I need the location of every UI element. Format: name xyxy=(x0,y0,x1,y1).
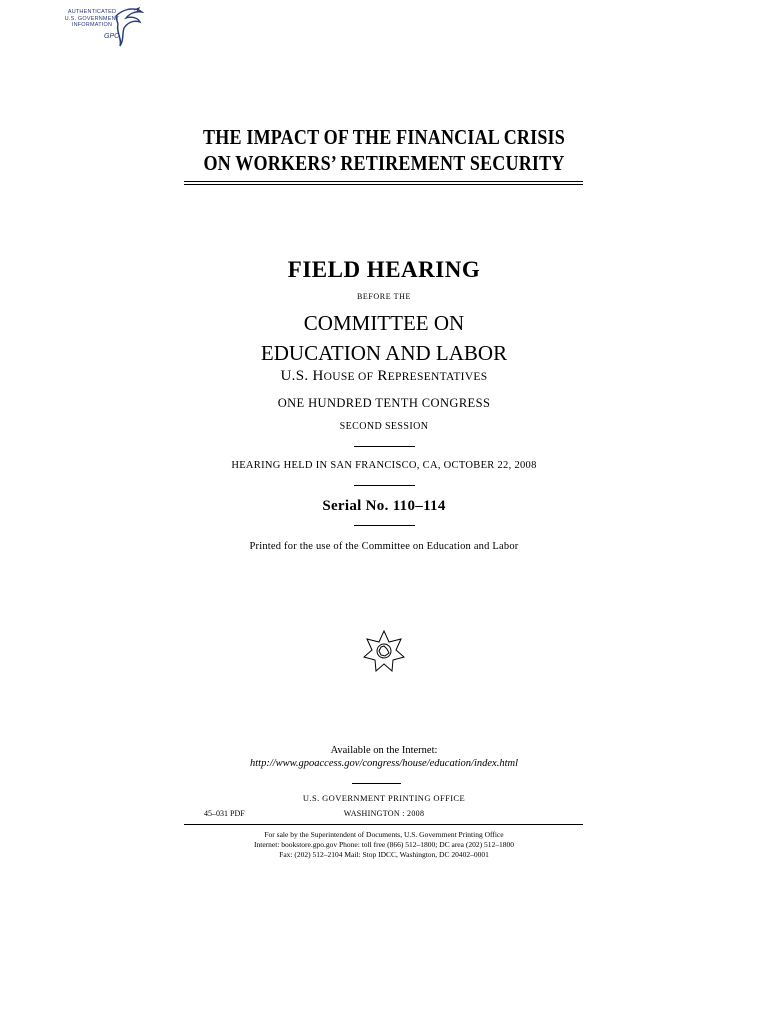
sale-line-3: Fax: (202) 512–2104 Mail: Stop IDCC, Washington, DC 20402–0001 xyxy=(279,850,489,859)
serial-number: Serial No. 110–114 xyxy=(322,498,446,514)
divider-rule xyxy=(354,485,415,486)
logo-line-3: INFORMATION xyxy=(71,22,113,28)
footer-rule xyxy=(184,824,583,825)
sale-line-2: Internet: bookstore.gpo.gov Phone: toll free (866) 512–1800; DC area (202) 512–1800 xyxy=(254,840,514,849)
internet-url-link[interactable]: http://www.gpoaccess.gov/congress/house/education/index.html xyxy=(249,758,518,769)
washington-year: WASHINGTON : 2008 xyxy=(343,809,425,818)
title-line-1: THE IMPACT OF THE FINANCIAL CRISIS xyxy=(203,125,565,149)
logo-gpo-text: GPO xyxy=(104,33,120,40)
gpo-star-emblem-icon xyxy=(362,629,406,673)
hearing-type: FIELD HEARING xyxy=(287,257,481,282)
house-small-caps-1: OUSE OF xyxy=(323,371,374,383)
available-online-label: Available on the Internet: xyxy=(330,745,438,756)
house-prefix: U.S. H xyxy=(280,368,324,384)
logo-line-2: U.S. GOVERNMENT xyxy=(64,15,120,22)
title-line-2: ON WORKERS’ RETIREMENT SECURITY xyxy=(203,151,565,175)
divider-rule xyxy=(352,783,401,784)
house-small-caps-2: EPRESENTATIVES xyxy=(387,371,488,383)
gpo-authenticated-logo xyxy=(58,6,148,48)
session-label: SECOND SESSION xyxy=(339,421,429,432)
committee-line-1: COMMITTEE ON xyxy=(303,311,465,335)
printed-for-note: Printed for the use of the Committee on Education and Labor xyxy=(249,541,519,552)
committee-name xyxy=(0,308,768,368)
sale-information xyxy=(0,830,768,860)
committee-line-2: EDUCATION AND LABOR xyxy=(260,341,508,365)
house-of-representatives xyxy=(0,368,768,385)
eagle-icon xyxy=(112,6,146,48)
divider-rule xyxy=(354,525,415,526)
sale-line-1: For sale by the Superintendent of Documents, U.S. Government Printing Office xyxy=(264,830,504,839)
congress-label: ONE HUNDRED TENTH CONGRESS xyxy=(277,396,491,410)
pdf-code: 45–031 PDF xyxy=(204,809,245,818)
document-title xyxy=(54,124,714,176)
before-the-label: BEFORE THE xyxy=(356,292,412,301)
divider-rule xyxy=(354,446,415,447)
house-r: R xyxy=(373,368,388,384)
printing-office-label: U.S. GOVERNMENT PRINTING OFFICE xyxy=(302,793,466,803)
hearing-location-date: HEARING HELD IN SAN FRANCISCO, CA, OCTOBER 22, 2008 xyxy=(231,460,537,471)
title-double-rule xyxy=(184,181,583,185)
logo-line-1: AUTHENTICATED xyxy=(67,9,117,15)
